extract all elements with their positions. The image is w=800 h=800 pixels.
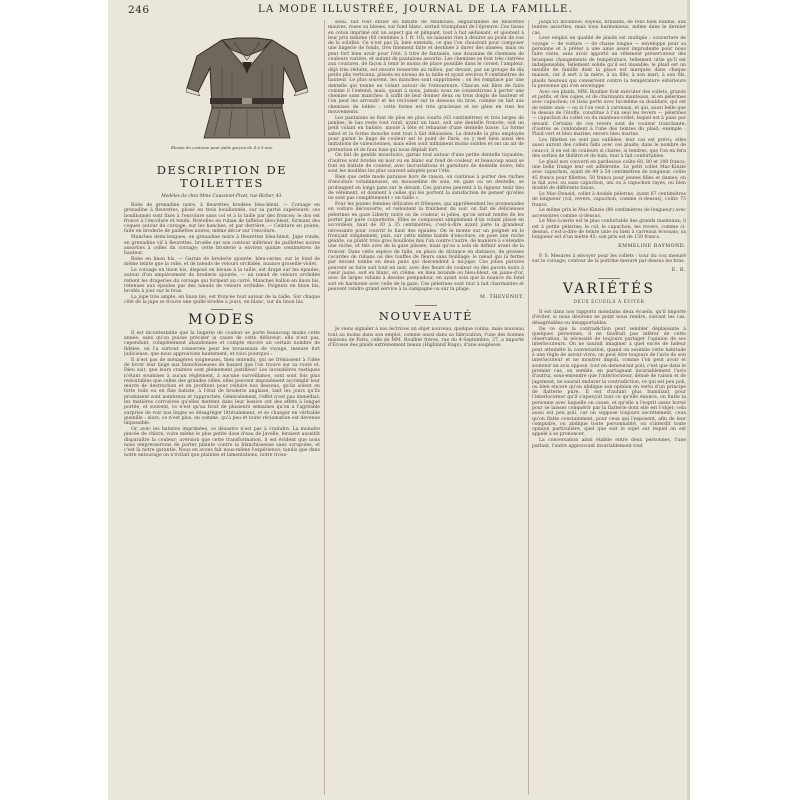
article-paragraph: Le Mac-Lowrie est le plus confortable des grands manteaux; il est à petite pèlerine; le col, le capuchon, les revers, comme ci-dessus, c'est-à-dire de teinte unie ou bien à carreaux écossais; sa longueur est d'un mètre 45; son prix est de 150 francs. (532, 219, 686, 241)
article-paragraph: La jupe très ample, en linon bis, est froncée tout autour de la taille. Sur chaque côté de la jupe se trouve une quille brodée à jours, en blanc, sur du linon bis. (124, 295, 320, 306)
section-divider (415, 305, 437, 306)
article-paragraph: Rien que cette mode paraisse hors de raison, on continue à porter des ruches d'encolure volumineuses, en mousseline de soie, en gaze ou en dentelle, se prolongent en longs pans sur le devant. Ces parures peuvent à la rigueur tenir lieu de vêtement, et donnent à celles qui les portent la satisfaction de penser qu'elles ne sont pas complètement « en taille ». (328, 175, 524, 202)
column-rule-1 (324, 20, 325, 795)
column-left (124, 20, 320, 800)
article-paragraph: jusqu'ici inconnue, soyeux, brillants, de tons bien fondus, aux teintes assorties, mais tous harmonieux, même dans le dernier cas. (532, 20, 686, 36)
article-paragraph: Le plaid non converti en pardessus coûte 60, 80 et 100 francs; une belle frange leur est adhérente. Le petit collet Mac-Kinzie avec capuchon, ayant de 49 à 54 centimètres de longueur, coûte 45 francs pour fillettes, 50 francs pour jeunes filles et dames; on le fait avec ou sans capuchon, uni ou à capuchon rayés, ou bien doublé de différents tissus. (532, 159, 686, 192)
column-right (532, 20, 686, 800)
article-paragraph: Il n'est pas de ménagères soigneuses, bien entendu, qui ne frémissent à l'idée de livrer leur linge aux blanchisseuses de hasard que l'on trouve sur sa route et, Dieu sait, que leurs craintes sont pleinement justifiées! Les lavandières rustiques n'étant soumises à aucun règlement, à aucune surveillance, sont sont fois plus redoutables que celles des grandes villes; elles peuvent impunément accomplir leur œuvre de destruction et en profitent pour réduire nos dessous, qu'ils soient en forte toile ou en fine batiste, à l'état de broderie anglaise, tant les jours qu'ils produisent sont nombreux et rapprochés. Généralement, l'effet n'est pas immédiat; les matières corrosives qu'elles mettent dans leur lessive ont des effets à longue portée, et souvent, ce n'est qu'au bout de plusieurs semaines qu'on a l'agréable surprise de voir nos linges se désagréger littéralement, et se changer en véritable guenille : alors, ce n'est plus, en somme, qu'à peu et toute réclamation est devenue impossible. (124, 357, 320, 427)
section-divider (598, 278, 620, 279)
column-rule-2 (528, 20, 529, 795)
article-paragraph: Les fillettes ne sont pas oubliées; leur cas est prévu; elles aussi auront des collets faits avec ces plaids; dans le nombre de ceux-ci, il en est de couleurs si claires, si tendres, que l'on en fera des sorties de théâtre et de bals, tout à fait confortables. (532, 138, 686, 159)
article-paragraph: Or, avec les batistes imprimées, ce désastre n'est pas à craindre. La moindre pincée de chlore, voire même le plus petite dose d'eau de Javelle, feraient aussitôt disparaître la couleur; aversion que cette transformation, il est évident que nous nous empresserions de porter plainte contre la blanchisseuse sans scrupules, et c'est là notre garantie. Nous en avons fait nous-même l'expérience; tandis que dans notre entourage on n'évitait que plaintes et lamentations, notre trous- (124, 426, 320, 459)
article-paragraph: Les pantalons se font de plus en plus courts (63 centimètres) et très larges de jambes; le bas reste tout rond, ayant un haut, soit une dentelle froncée, soit un petit volant en batiste, monté à tête et rehaussé d'une dentelle basse. La forme sabot et la forme mouche sont tout à fait délaissées. La dentelle la plus employée pour garnir le linge de couleur est le point de Paris, ou y met bien aussi des imitations de valenciennes, mais elles sont infiniment moins solides et ont un air de prétention et de faux luxe qui nous déplaît fort. (328, 115, 524, 153)
varietes-kicker: DEUX ÉCUEILS À ÉVITER (573, 299, 645, 305)
illustration-caption: Blouse du costume pour petit garçon de 4 à 5 ans. (170, 145, 274, 150)
page-number: 246 (128, 4, 150, 16)
article-paragraph: Pour les jeunes femmes délicates et frileuses, qui appréhendent les promenades en voiture découverte, et redoutent la fraîcheur du soir, on fait de délicieuses pèlerines en gaze Liberty noire ou de couleur, si jolies, qu'on serait tentée de les porter par pure coquetterie. Elles se composent simplement d'un volant plissé en accordéon, haut de 30 à 35 centimètres, c'est-à-dire ayant juste la grandeur nécessaire pour couvrir le haut des épaules. On le monte sur un poignet en le fronçant simplement, puis, sur cette même bande d'encolure, on pose une ruche géante, ou plutôt trois gros bouillons mis l'un contre l'autre, de manière à s'étendre une ruche, et tels avec de la gaze plissée, mais qu'on a soin de définir avant de la froncer. Dans cette espèce de tulle, on place de distance en distance, de grosses cocardes de rubans ou des touffes de fleurs sans feuillage; le nœud qui la ferme par devant tombe en deux pans qui descendent à mi-jupe. Ces jolies parures peuvent se faire soit tout en noir, avec des fleurs de couleur ou des pavots noirs à cœur jaune, soit en blanc, en crème, en bleu lavande ou bleu-bleut, en jaune-d'or, avec de larges rubans à dessins pompadour, en ayant soin que la nuance du fond soit en harmonie avec celle de la gaze. Ces pèlerines sont tout à fait charmantes et peuvent rendre grand service à la campagne ou sur la plage. (328, 202, 524, 292)
varietes-heading: VARIÉTÉS (562, 280, 656, 297)
modes-heading: MODES (188, 311, 256, 328)
article-paragraph: seau, fait tout entier en batiste de Mulhouse, enguirlandée de fleurettes mauves, roses ou bleues, sur fond blanc, sortait triomphant de l'épreuve. Ces tissus en coton imprimé ont un aspect gai et pimpant, tout à fait séduisant, et ajoutent à leur prix minime (60 centimes à 1 fr. 10), ne laissent rien à désirer au point de vue de la solidité. Ce n'est pas là, bien entendu, ce que l'on choisirait pour composer une lingerie de fonds, très finement faite et destinée à durer des années; mais on peut fort bien avoir pour l'été, à titre de fantaisie, une douzaine de chemises de couleurs variées, et autant de pantalons assortis. Les chemises se font très cintrées aux coutures, de façon à tenir le moins de place possible dans le corset; l'ampleur, déjà très réduite, est encore resserrée au milieu, par devant, par un groupe de dix petits plis verticaux, plissés en niveau de la taille et ayant environ 9 centimètres de hauteur. Le plus souvent, les manches sont supprimées : on les remplace par une dentelle qui tombe en volant autour de l'entournure. Chacun est libre de faire comme il l'entend, mais, quant à nous, jamais nous ne consentirons à porter une chemise sans manches: il suffit de leur donner deux ou trois doigts de hauteur et l'on peut les arrondir et les recroiser sur le dessous du bras, comme on fait aux chemises de bébés : cette forme est très gracieuse et ne gêne en rien les mouvements. (328, 20, 524, 116)
author-signature: M. THEVENOT. (480, 295, 524, 301)
postscript: P. S. Mesures à envoyer pour les collets : tour du cou mesuré sur le corsage; contour de la poitrine mesuré par-dessus les bras. (532, 253, 686, 265)
article-paragraph: Robe en linon bis. — Garnie de broderie ajourée, bleu-cerise, sur le fond de même teinte que la robe, et de nœuds de velours orchidée, nuance groseille-violet. (124, 256, 320, 268)
page-edge (687, 0, 690, 800)
section-divider (211, 309, 233, 310)
nouveaute-heading: NOUVEAUTÉ (378, 309, 474, 324)
illustration (124, 20, 320, 160)
column-middle (328, 20, 524, 800)
article-paragraph: Je viens signaler à nos lectrices un objet nouveau, quelque connu, mais nouveau tout au moins dans son emploi, comme aussi dans sa fabrication; l'une des bonnes maisons de Paris, celle de MM. Roullier frères, rue du 4-Septembre, 27, a importé d'Écosse des plaids extrêmement beaux (Highland Rugs), d'une souplesse (328, 327, 524, 349)
article-paragraph: On fait de gentils mouchoirs, garnis tout autour d'une petite dentelle tuyautée; d'autres sont brodés en noir ou en blanc sur fond de couleur, et beaucoup aussi se font en batiste de couleur, avec incrustations et garniture de dentelle noire; tels sont les modèles les plus souvent adoptés pour l'été. (328, 153, 524, 175)
page-header (108, 3, 690, 18)
article-paragraph: Le Mac-Donald, collet à double pèlerine, ayant 67 centimètres de longueur (col, revers, capuchon, comme ci-dessus), coûte 75 francs. (532, 192, 686, 208)
article-paragraph: Le même prix le Mac-Kinzie (80 centimètres de longueur) avec accessoires comme ci-dessus. (532, 208, 686, 219)
article-paragraph: Il est dans nos rapports mondains deux écueils, qu'il importe d'éviter, si nous désirons ne point nous rendre, suivant les cas, désagréables ou insupportables. (532, 310, 686, 326)
article-paragraph: Il est incontestable que la lingerie de couleur se porte beaucoup moins cette année, sans qu'on puisse préciser la cause de cette défaveur; elle n'est pas, cependant, complètement abandonnée et compte encore un certain nombre de fidèles; on l'a surtout conservée pour les trousseaux de voyage, mesure fort judicieuse, que nous approuvons hautement, et voici pourquoi : (124, 330, 320, 357)
article-paragraph: De ce que la contradiction peut sembler déplaisante à quelques personnes, il ne faudrait pas inférer de cette observation, la nécessité de toujours partager l'opinion de ses interlocuteurs. On ne saurait imaginer à quel excès de fadeur peut atteindre la conversation, quand on assimile cette habitude à une règle de savoir-vivre; on peut être toujours de l'avis de son interlocuteur et ne montrer impoli, comme l'on peut avoir et soutenir un avis opposé, tout en demeurant poli; c'est que dans le premier cas, on semble, en partageant invariablement l'avis d'autrui, sous-entendre que l'interlocuteur, dénué de raison et de jugement, ne saurait endurer la contradiction, ce qui est peu poli, ou bien encore qu'on abdique son opinion en vertu d'un principe de flatterie pure. Il est d'autant plus humiliant pour l'interlocuteur qu'il s'aperçoit tout ce qu'elle énonce, on flatte la personne avec laquelle on cause, et qu'elle a l'esprit assez borné pour se laisser conquérir par la flatterie dont elle est l'objet; cela aussi est peu poli, car on suppose toujours secrètement, ceux qu'on flatte constamment, pour ceux qui l'exposent, afin de leur complaire, ou abdique toute personnalité, on s'interdit toute opinion particulière, quel que soit le sujet sur lequel on est appelé à se prononcer. (532, 326, 686, 438)
article-paragraph: Robe de grenadine noire, à fleurettes brodées bleu-bleut. — Corsage en grenadine à fleurettes, plissé en trois bouillonnés, sur sa partie supérieure; ces bouillonnés sont fixés à l'encolure sans col et à la taille par des fronces; le dos est froncé à l'encolure et tendu. Bretelles en ruban de taffetas bleu-bleut, formant des coques autour du corsage, sur les hanches, et par derrière. — Ceinture en pointe, faite en broderie de paillettes noires; même décor sur l'encolure. (124, 203, 320, 235)
boys-blouse-illustration (182, 26, 312, 146)
article-paragraph: Le corsage en linon bis, disposé en blouse à la taille, est drapé sur les épaules, autour d'un empiècement de broderie ajourée, — un nœud de velours orchidée retient les draperies du corsage qui forment un carré. Manches ballon en linon bis, retenues aux épaules par des nœuds de velours orchidée. Poignets en linon bis, brodés à jour sur le bras. (124, 268, 320, 295)
journal-title: LA MODE ILLUSTRÉE, JOURNAL DE LA FAMILLE. (258, 4, 574, 15)
article-paragraph: Manches demi-longues, en grenadine noire à fleurettes bleu-bleut. Jupe ronde, en grenadine vif à fleurettes, brodée sur son contour inférieur de paillettes noires assorties à celles du corsage; cette broderie a environ quinze centimètres de hauteur. (124, 235, 320, 257)
article-paragraph: Avec ces plaids, MM. Roullier font exécuter des collets, grands et petits, et des capes, et de charmants manteaux, ni en pèlerines avec capuchon; ce tissu porte avec lui-même sa doublure, qui est de teinte unie — ou si l'on veut à carreaux, et qui, aussi belle que le dessus de l'étoffe, constitue à l'un seul les revers — pèlerines — capuchon du collet ou du manteau-collet, lequel est à pans par devant. Certains de ces revers sont de couleur tranchante; d'autres se confondent à l'une des teintes du plaid; exemple : Plaid vert et bleu marine; envers bleu marine. (532, 89, 686, 138)
magazine-page (108, 0, 690, 800)
description-subline: Modèles de chez Mme Coussinet-Pivot, rue Richer, 43. (161, 194, 283, 199)
article-paragraph: Leur emploi en qualité de plaids est multiple : couverture de voyage — de voiture — de chaise longue — enveloppe pour sa personne et à prêter à une amie assez imprudente pour nous faire visite, sans avoir apporté un vêtement préservateur des brusques changements de température, tellement utile qu'il est indispensable, tellement solide qu'il est inusable; le plaid est un meuble de famille dont la place est marquée dans chaque maison, car il sert à la mère, à sa fille, à son mari, à son fils, plaids heureux qui conservent contre la température extérieure la personne qui s'en enveloppe. (532, 36, 686, 90)
author-signature: EMMELINE RAYMOND. (618, 243, 686, 249)
postscript-signature: E. R. (671, 267, 686, 273)
description-heading: DESCRIPTION DE TOILETTES (156, 163, 288, 190)
article-paragraph: La conversation ainsi établie entre deux personnes, l'une parlant, l'autre approuvant invariablement tout (532, 438, 686, 449)
